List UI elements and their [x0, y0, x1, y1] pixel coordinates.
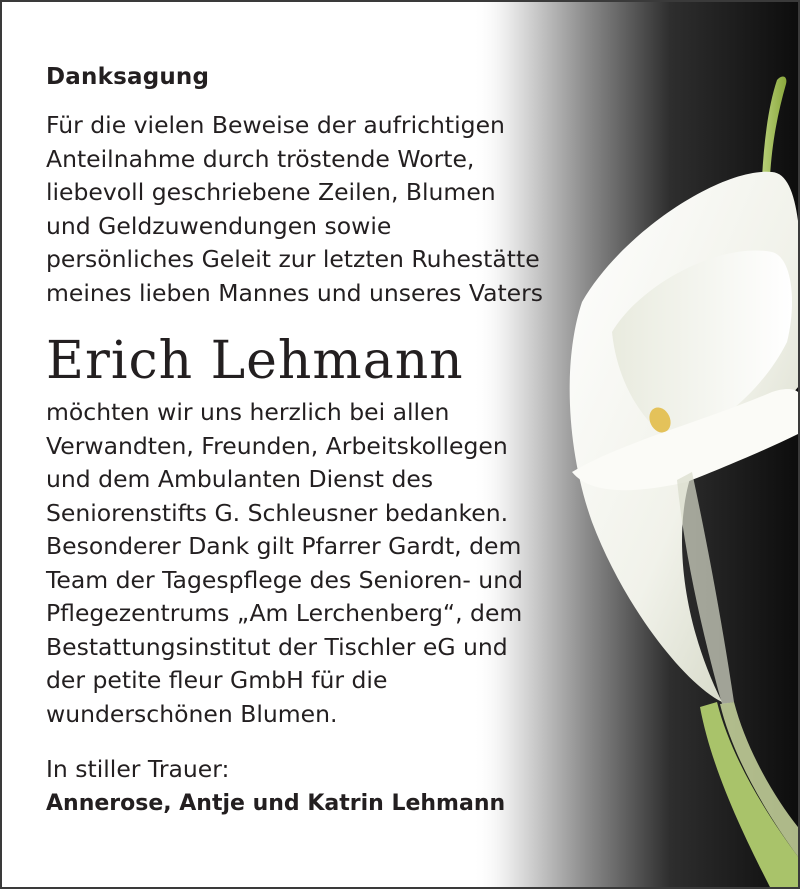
intro-line: persönliches Geleit zur letzten Ruhestätte [46, 245, 540, 273]
thanks-paragraph [46, 396, 566, 731]
body-line: Bestattungsinstitut der Tischler eG und [46, 632, 508, 661]
body-line: der petite fleur GmbH für die [46, 666, 388, 694]
body-line: und dem Ambulanten Dienst des [46, 465, 434, 493]
notice-text [46, 62, 566, 820]
closing-line: In stiller Trauer: [46, 755, 230, 783]
signers: Annerose, Antje und Katrin Lehmann [46, 790, 506, 816]
body-line: Team der Tagespflege des Senioren- und [46, 565, 524, 594]
intro-line: Für die vielen Beweise der aufrichtigen [46, 111, 505, 139]
body-line: Besonderer Dank gilt Pfarrer Gardt, dem [46, 532, 522, 560]
intro-line: meines lieben Mannes und unseres Vaters [46, 278, 544, 307]
body-line: wunderschönen Blumen. [46, 699, 338, 728]
body-line: Seniorenstifts G. Schleusner bedanken. [46, 498, 509, 527]
intro-line: liebevoll geschriebene Zeilen, Blumen [46, 178, 496, 206]
intro-line: Anteilnahme durch tröstende Worte, [46, 144, 475, 173]
deceased-name: Erich Lehmann [46, 331, 464, 391]
body-line: Pflegezentrums „Am Lerchenberg“, dem [46, 599, 523, 627]
body-line: möchten wir uns herzlich bei allen [46, 398, 450, 426]
notice-heading: Danksagung [46, 64, 210, 90]
intro-line: und Geldzuwendungen sowie [46, 211, 392, 240]
intro-paragraph [46, 109, 566, 310]
body-line: Verwandten, Freunden, Arbeitskollegen [46, 431, 508, 460]
